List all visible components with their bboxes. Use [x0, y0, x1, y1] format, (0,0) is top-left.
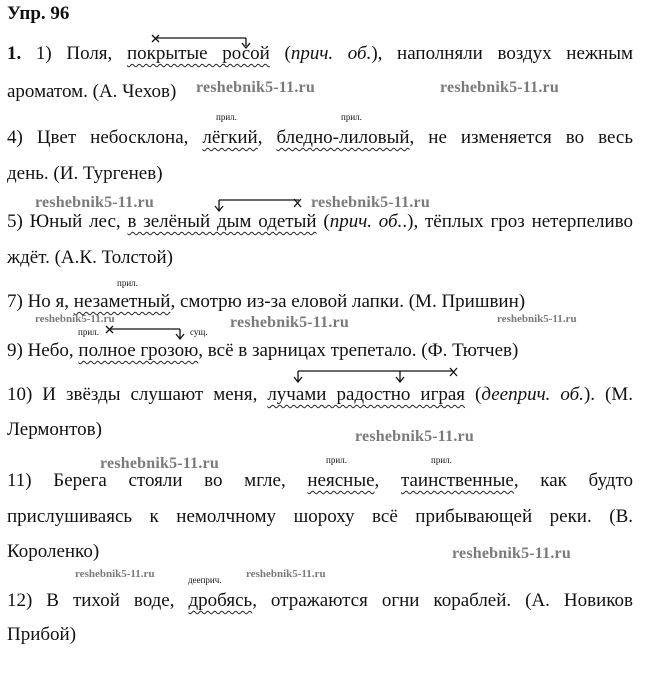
exercise-title: Упр. 96 — [7, 3, 70, 24]
label-adj: прил. — [216, 112, 237, 122]
watermark: reshebnik5-11.ru — [75, 568, 155, 580]
adjective: лёгкий — [202, 127, 258, 148]
adjective: бледно-лиловый — [276, 127, 410, 148]
label-adj: прил. — [431, 455, 452, 465]
sentence-12-line-2: Прибой) — [7, 624, 77, 645]
label-adj: прил. — [78, 327, 99, 337]
sentence-4-line-2: день. (И. Тургенев) — [7, 163, 163, 184]
adverbial-phrase: лучами радостно играя — [267, 384, 466, 405]
label-noun: сущ. — [190, 327, 208, 337]
watermark: reshebnik5-11.ru — [100, 455, 219, 472]
participial-phrase: покрытые росой — [126, 43, 270, 64]
label-gerund: дееприч. — [188, 575, 222, 585]
watermark: reshebnik5-11.ru — [196, 79, 315, 96]
label-adj: прил. — [117, 278, 138, 288]
watermark: reshebnik5-11.ru — [497, 313, 577, 325]
sentence-7: 7) Но я, незаметный, смотрю из-за еловой лапки. (М. Пришвин) — [7, 291, 526, 312]
sentence-10-line-2: Лермонтов) — [7, 419, 102, 440]
adjective: неясные — [307, 470, 375, 491]
note: прич. об. — [290, 43, 372, 64]
arrow-s5 — [215, 196, 315, 214]
sentence-5-line-1: 5) Юный лес, в зелёный дым одетый (прич. об..), тёплых гроз нетерпеливо — [7, 211, 634, 232]
sentence-12-line-1: 12) В тихой воде, дробясь, отражаются огни кораблей. (А. Новиков — [7, 590, 634, 611]
participial-phrase: в зелёный дым одетый — [127, 211, 317, 232]
watermark: reshebnik5-11.ru — [355, 428, 474, 445]
adjective-phrase: полное грозою — [78, 340, 199, 361]
sentence-1-line-1: 1. 1) Поля, покрытые росой (прич. об.), наполняли воздух нежным — [7, 43, 633, 64]
task-number: 1. — [7, 43, 22, 64]
cross-mark — [450, 368, 457, 376]
label-adj: прил. — [326, 455, 347, 465]
sentence-11-line-1: 11) Берега стояли во мгле, неясные, таинственные, как будто — [7, 470, 634, 491]
sentence-1-line-2: ароматом. (А. Чехов) — [7, 81, 177, 102]
sentence-11-line-2: прислушиваясь к немолчному шороху всё прибывающей реки. (В. — [7, 506, 633, 527]
sentence-10-line-1: 10) И звёзды слушают меня, лучами радостно играя (дееприч. об.). (М. — [7, 384, 633, 405]
watermark: reshebnik5-11.ru — [230, 314, 349, 331]
watermark: reshebnik5-11.ru — [35, 313, 115, 325]
watermark: reshebnik5-11.ru — [311, 194, 430, 211]
arrow-s10 — [290, 366, 465, 386]
watermark: reshebnik5-11.ru — [35, 194, 154, 211]
sentence-5-line-2: ждёт. (А.К. Толстой) — [7, 247, 173, 268]
adjective: незаметный — [73, 291, 171, 312]
arrow-s1 — [150, 35, 260, 51]
sentence-11-line-3: Короленко) — [7, 541, 100, 562]
sentence-9: 9) Небо, полное грозою, всё в зарницах трепетало. (Ф. Тютчев) — [7, 340, 519, 361]
label-adj: прил. — [341, 112, 362, 122]
adjective: таинственные — [400, 470, 514, 491]
watermark: reshebnik5-11.ru — [440, 79, 559, 96]
watermark: reshebnik5-11.ru — [246, 568, 326, 580]
gerund: дробясь — [188, 590, 253, 611]
watermark: reshebnik5-11.ru — [452, 545, 571, 562]
sentence-4-line-1: 4) Цвет небосклона, лёгкий, бледно-лиловый, не изменяется во весь — [7, 127, 634, 148]
